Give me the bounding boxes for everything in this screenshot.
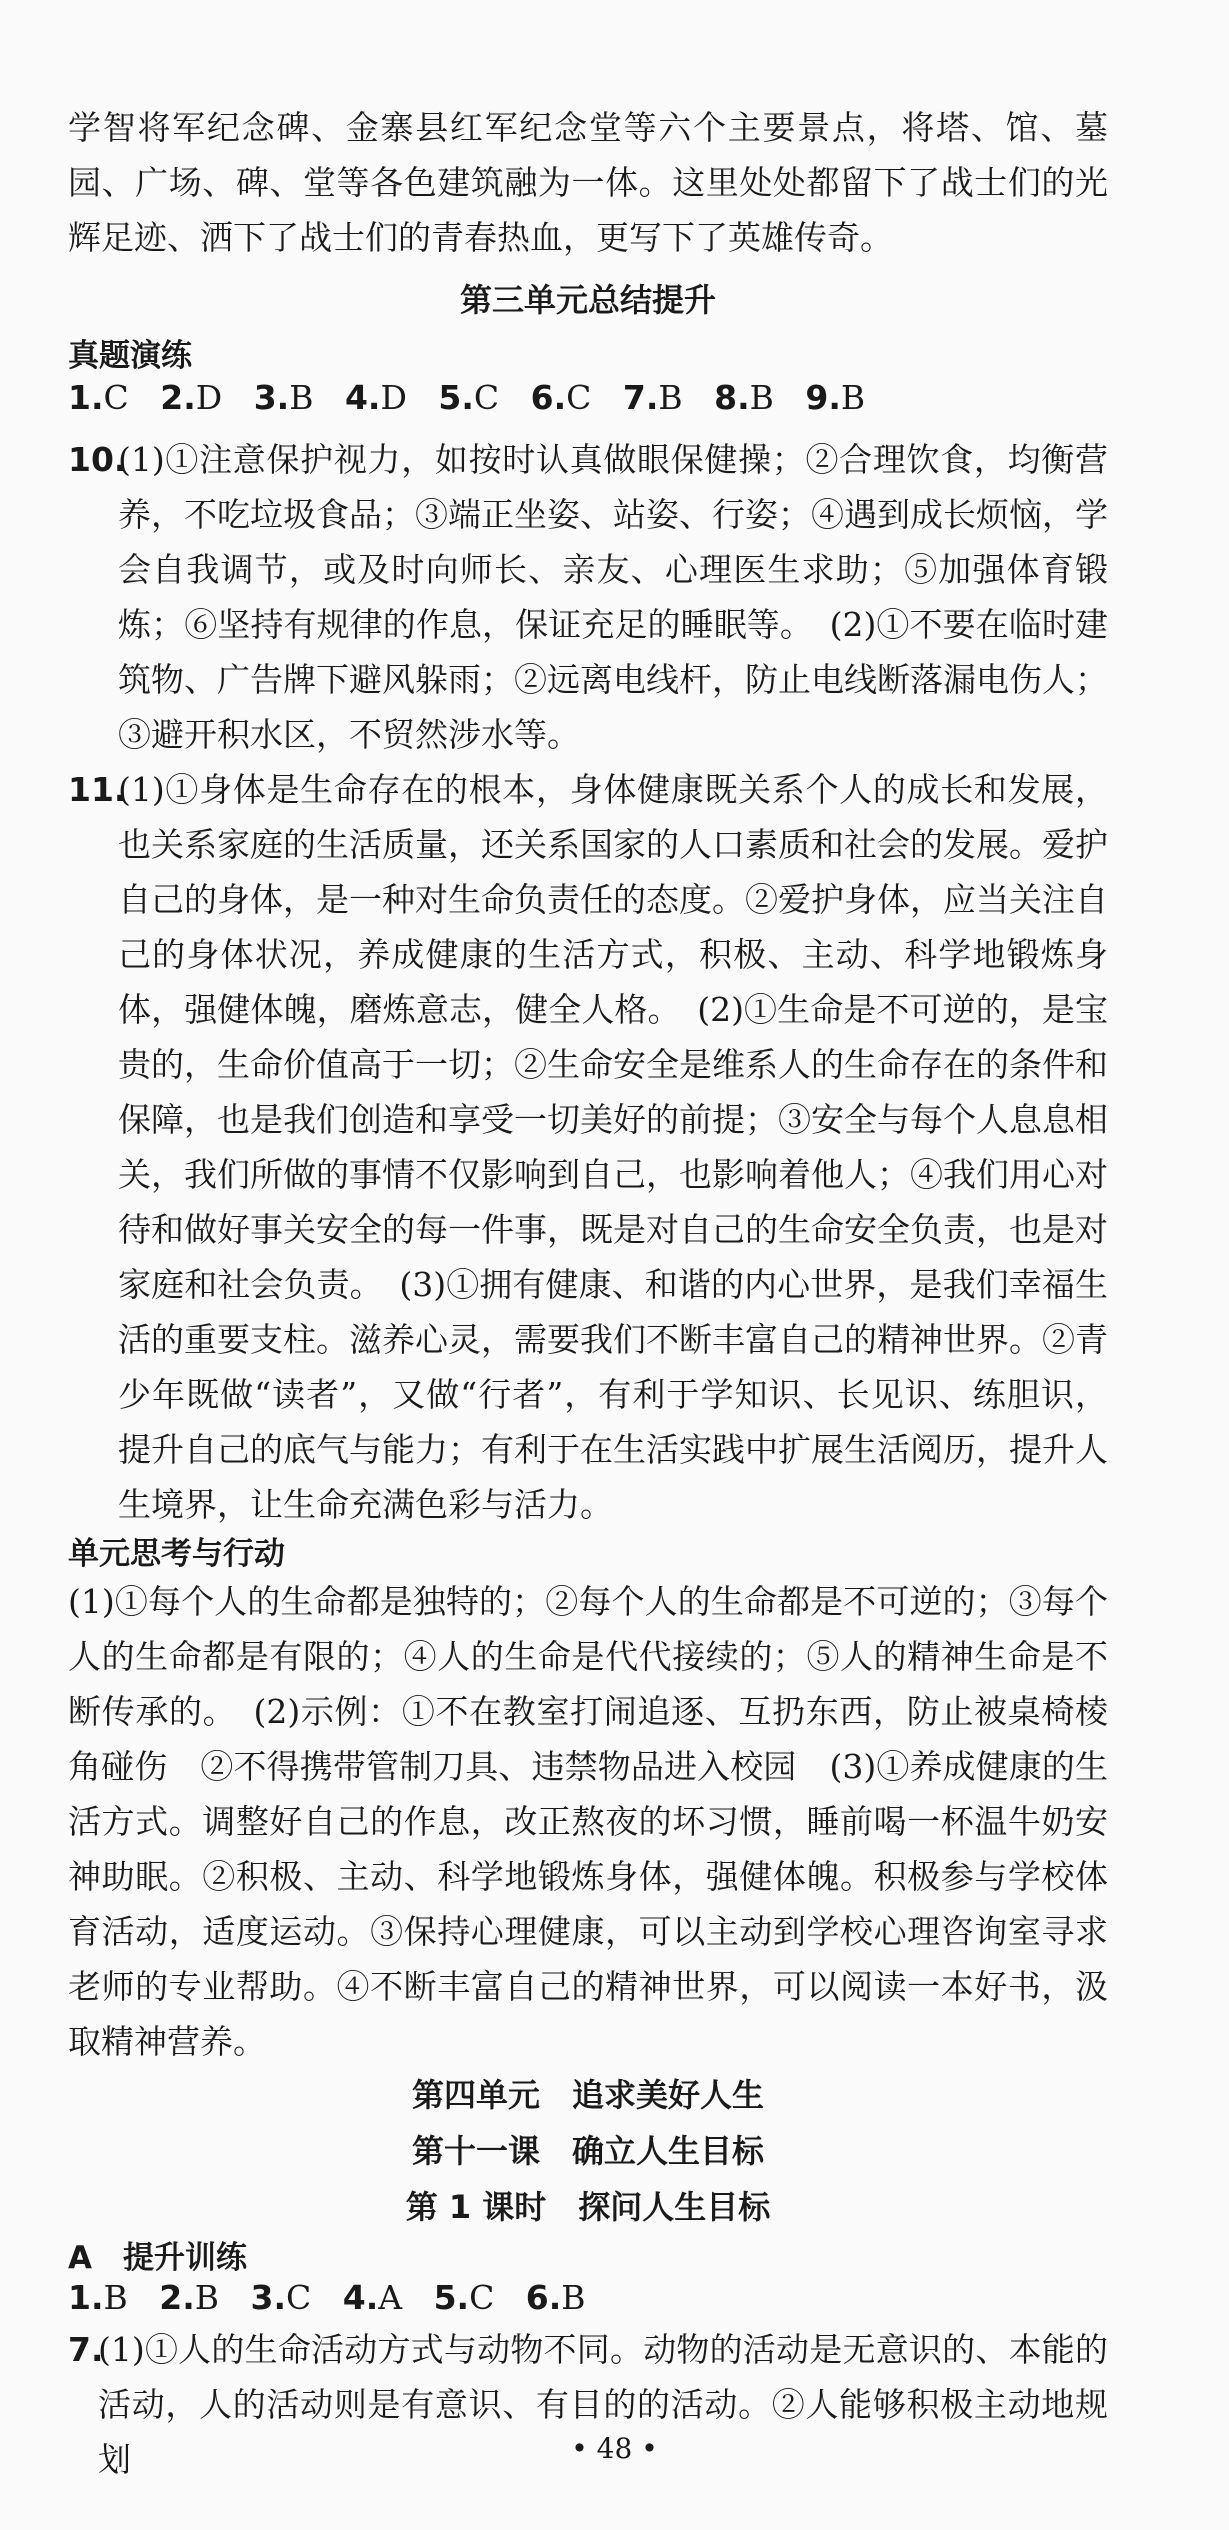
question-10 — [68, 432, 1108, 762]
answer-item: 8.B — [714, 378, 774, 417]
answer-item: 5.C — [433, 2278, 495, 2317]
question-answer-text: (1)①人的生命活动方式与动物不同。动物的活动是无意识的、本能的活动，人的活动则是有意识、有目的的活动。②人能够积极主动地规划 — [98, 2330, 1108, 2479]
intro-paragraph: 学智将军纪念碑、金寨县红军纪念堂等六个主要景点，将塔、馆、墓园、广场、碑、堂等各色建筑融为一体。这里处处都留下了战士们的光辉足迹、洒下了战士们的青春热血，更写下了英雄传奇。 — [68, 108, 1108, 257]
danyuan-paragraph: (1)①每个人的生命都是独特的；②每个人的生命都是不可逆的；③每个人的生命都是有限的；④人的生命是代代接续的；⑤人的精神生命是不断传承的。 (2)示例：①不在教室打闹追逐、互扔东西，防止被桌椅棱角碰伤 ②不得携带管制刀具、违禁物品进入校园 (3)①养成健康的生活方式。调整好自己的作息，改正熬夜的坏习惯，睡前喝一杯温牛奶安神助眠。②积极、主动、科学地锻炼身体，强健体魄。积极参与学校体育活动，适度运动。③保持心理健康，可以主动到学校心理咨询室寻求老师的专业帮助。④不断丰富自己的精神世界，可以阅读一本好书，汲取精神营养。 — [68, 1582, 1108, 2061]
question-number: 7. — [68, 2330, 104, 2369]
danyuan-section-title: 单元思考与行动 — [68, 1536, 285, 1572]
unit3-summary-title: 第三单元总结提升 — [459, 281, 716, 319]
lesson11-title: 第十一课 确立人生目标 — [411, 2132, 764, 2170]
answer-item: 3.B — [253, 378, 314, 417]
answer-item: 1.C — [68, 378, 129, 417]
a-answer-row — [68, 2278, 586, 2317]
question-number: 11. — [68, 770, 127, 809]
page-number: • 48 • — [571, 2432, 658, 2465]
answer-item: 6.B — [525, 2278, 586, 2317]
answer-item: 5.C — [438, 378, 500, 417]
answer-item: 2.D — [160, 378, 223, 417]
question-answer-text: (1)①身体是生命存在的根本，身体健康既关系个人的成长和发展，也关系家庭的生活质量，还关系国家的人口素质和社会的发展。爱护自己的身体，是一种对生命负责任的态度。②爱护身体，应当关注自己的身体状况，养成健康的生活方式，积极、主动、科学地锻炼身体，强健体魄，磨炼意志，健全人格。 (2)①生命是不可逆的，是宝贵的，生命价值高于一切；②生命安全是维系人的生命存在的条件和保障，也是我们创造和享受一切美好的前提；③安全与每个人息息相关，我们所做的事情不仅影响到自己，也影响着他人；④我们用心对待和做好事关安全的每一件事，既是对自己的生命安全负责，也是对家庭和社会负责。 (3)①拥有健康、和谐的内心世界，是我们幸福生活的重要支柱。滋养心灵，需要我们不断丰富自己的精神世界。②青少年既做“读者”，又做“行者”，有利于学知识、长见识、练胆识，提升自己的底气与能力；有利于在生活实践中扩展生活阅历，提升人生境界，让生命充满色彩与活力。 — [118, 770, 1108, 1524]
answer-item: 7.B — [622, 378, 683, 417]
answer-item: 1.B — [68, 2278, 128, 2317]
zhenti-section-title: 真题演练 — [68, 338, 192, 374]
zhenti-answer-row — [68, 378, 865, 417]
question-11 — [68, 762, 1108, 1532]
answer-item: 6.C — [530, 378, 592, 417]
a-section-title: A 提升训练 — [68, 2240, 247, 2276]
answer-item: 9.B — [805, 378, 866, 417]
question-answer-text: (1)①注意保护视力，如按时认真做眼保健操；②合理饮食，均衡营养，不吃垃圾食品；③端正坐姿、站姿、行姿；④遇到成长烦恼，学会自我调节，或及时向师长、亲友、心理医生求助；⑤加强体育锻炼；⑥坚持有规律的作息，保证充足的睡眠等。 (2)①不要在临时建筑物、广告牌下避风躲雨；②远离电线杆，防止电线断落漏电伤人；③避开积水区，不贸然涉水等。 — [118, 440, 1108, 754]
answer-item: 4.A — [342, 2278, 403, 2317]
period1-title: 第 1 课时 探问人生目标 — [405, 2188, 771, 2226]
answer-item: 3.C — [250, 2278, 312, 2317]
answer-item: 4.D — [344, 378, 407, 417]
question-number: 10. — [68, 440, 127, 479]
unit4-title: 第四单元 追求美好人生 — [411, 2076, 764, 2114]
answer-item: 2.B — [159, 2278, 220, 2317]
